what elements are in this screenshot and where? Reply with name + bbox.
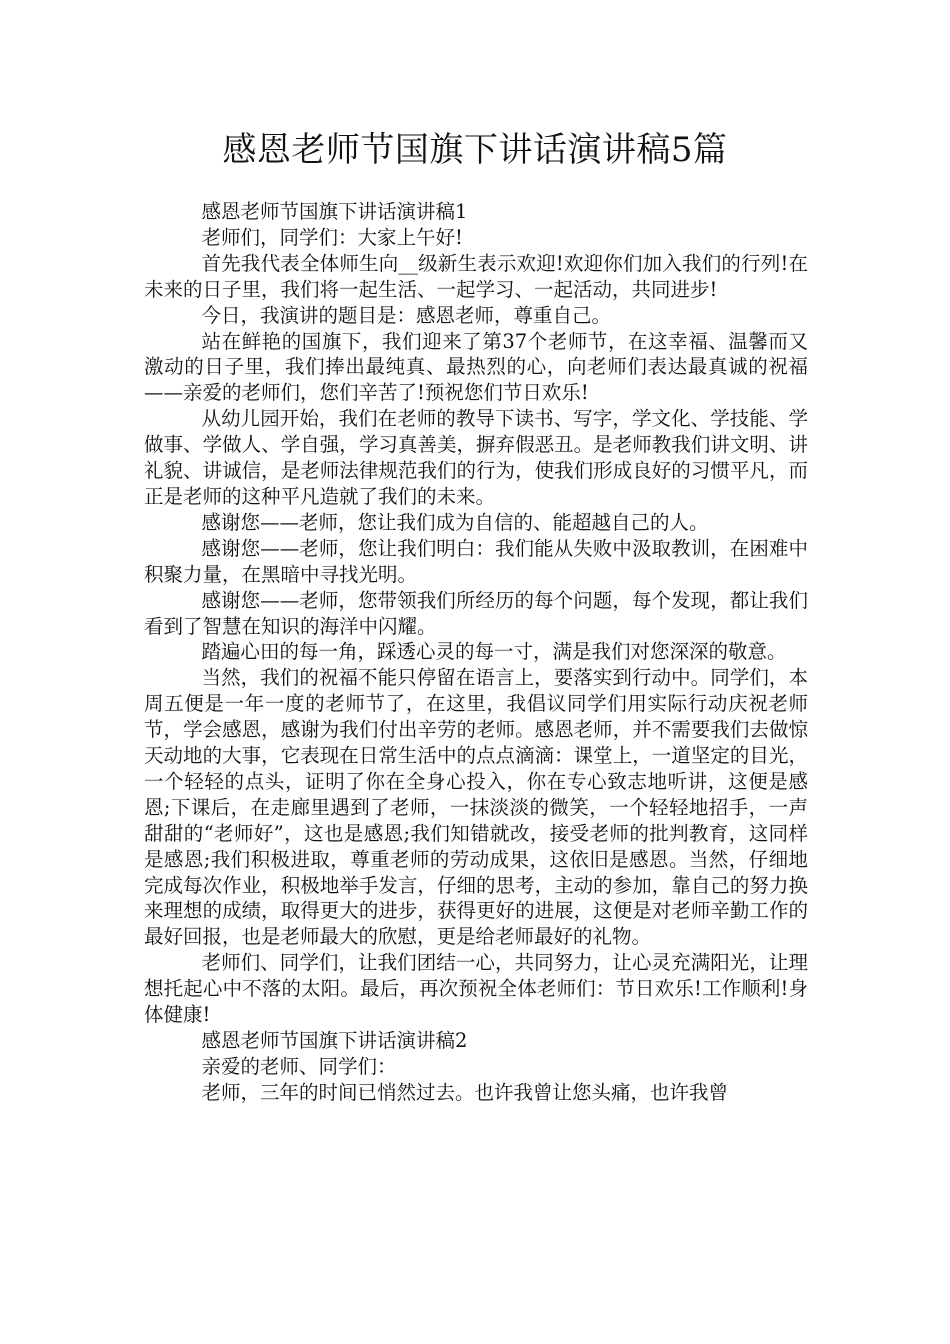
body-paragraph: 感谢您——老师，您让我们成为自信的、能超越自己的人。 [201, 510, 709, 534]
body-paragraph: 踏遍心田的每一角，踩透心灵的每一寸，满是我们对您深深的敬意。 [201, 640, 787, 664]
body-paragraph: 老师们、同学们，让我们团结一心，共同努力，让心灵充满阳光，让理想托起心中不落的太阳。最后，再次预祝全体老师们：节日欢乐!工作顺利!身体健康! [144, 951, 808, 1027]
body-paragraph: 感谢您——老师，您让我们明白：我们能从失败中汲取教训，在困难中积聚力量，在黑暗中寻找光明。 [144, 536, 808, 586]
body-paragraph: 从幼儿园开始，我们在老师的教导下读书、写字，学文化、学技能、学做事、学做人、学自强，学习真善美，摒弃假恶丑。是老师教我们讲文明、讲礼貌、讲诚信，是老师法律规范我们的行为，使我们形成良好的习惯平凡，而正是老师的这种平凡造就了我们的未来。 [144, 407, 808, 508]
greeting-paragraph: 老师们，同学们：大家上午好! [201, 225, 463, 249]
body-paragraph: 今日，我演讲的题目是：感恩老师，尊重自己。 [201, 303, 612, 327]
section-heading-2: 感恩老师节国旗下讲话演讲稿2 [201, 1029, 468, 1052]
body-paragraph: 当然，我们的祝福不能只停留在语言上，要落实到行动中。同学们，本周五便是一年一度的老师节了，在这里，我倡议同学们用实际行动庆祝老师节，学会感恩，感谢为我们付出辛劳的老师。感恩老师，并不需要我们去做惊天动地的大事，它表现在日常生活中的点点滴滴：课堂上，一道坚定的目光，一个轻轻的点头，证明了你在全身心投入，你在专心致志地听讲，这便是感恩;下课后，在走廊里遇到了老师，一抹淡淡的微笑，一个轻轻地招手，一声甜甜的“老师好”，这也是感恩;我们知错就改，接受老师的批判教育，这同样是感恩;我们积极进取，尊重老师的劳动成果，这依旧是感恩。当然，仔细地完成每次作业，积极地举手发言，仔细的思考，主动的参加，靠自己的努力换来理想的成绩，取得更大的进步，获得更好的进展，这便是对老师辛勤工作的最好回报，也是老师最大的欣慰，更是给老师最好的礼物。 [144, 666, 808, 949]
document-title: 感恩老师节国旗下讲话演讲稿5篇 [222, 130, 728, 170]
body-paragraph: 感谢您——老师，您带领我们所经历的每个问题，每个发现，都让我们看到了智慧在知识的海洋中闪耀。 [144, 588, 808, 638]
body-paragraph: 老师，三年的时间已悄然过去。也许我曾让您头痛，也许我曾 [201, 1080, 729, 1104]
body-paragraph: 首先我代表全体师生向__级新生表示欢迎!欢迎你们加入我们的行列!在未来的日子里，我们将一起生活、一起学习、一起活动，共同进步! [144, 251, 808, 301]
document-body [144, 199, 808, 1106]
body-paragraph: 站在鲜艳的国旗下，我们迎来了第37个老师节，在这幸福、温馨而又激动的日子里，我们捧出最纯真、最热烈的心，向老师们表达最真诚的祝福——亲爱的老师们，您们辛苦了!预祝您们节日欢乐! [144, 329, 808, 405]
greeting-paragraph: 亲爱的老师、同学们： [201, 1054, 397, 1078]
section-heading-1: 感恩老师节国旗下讲话演讲稿1 [201, 200, 468, 223]
